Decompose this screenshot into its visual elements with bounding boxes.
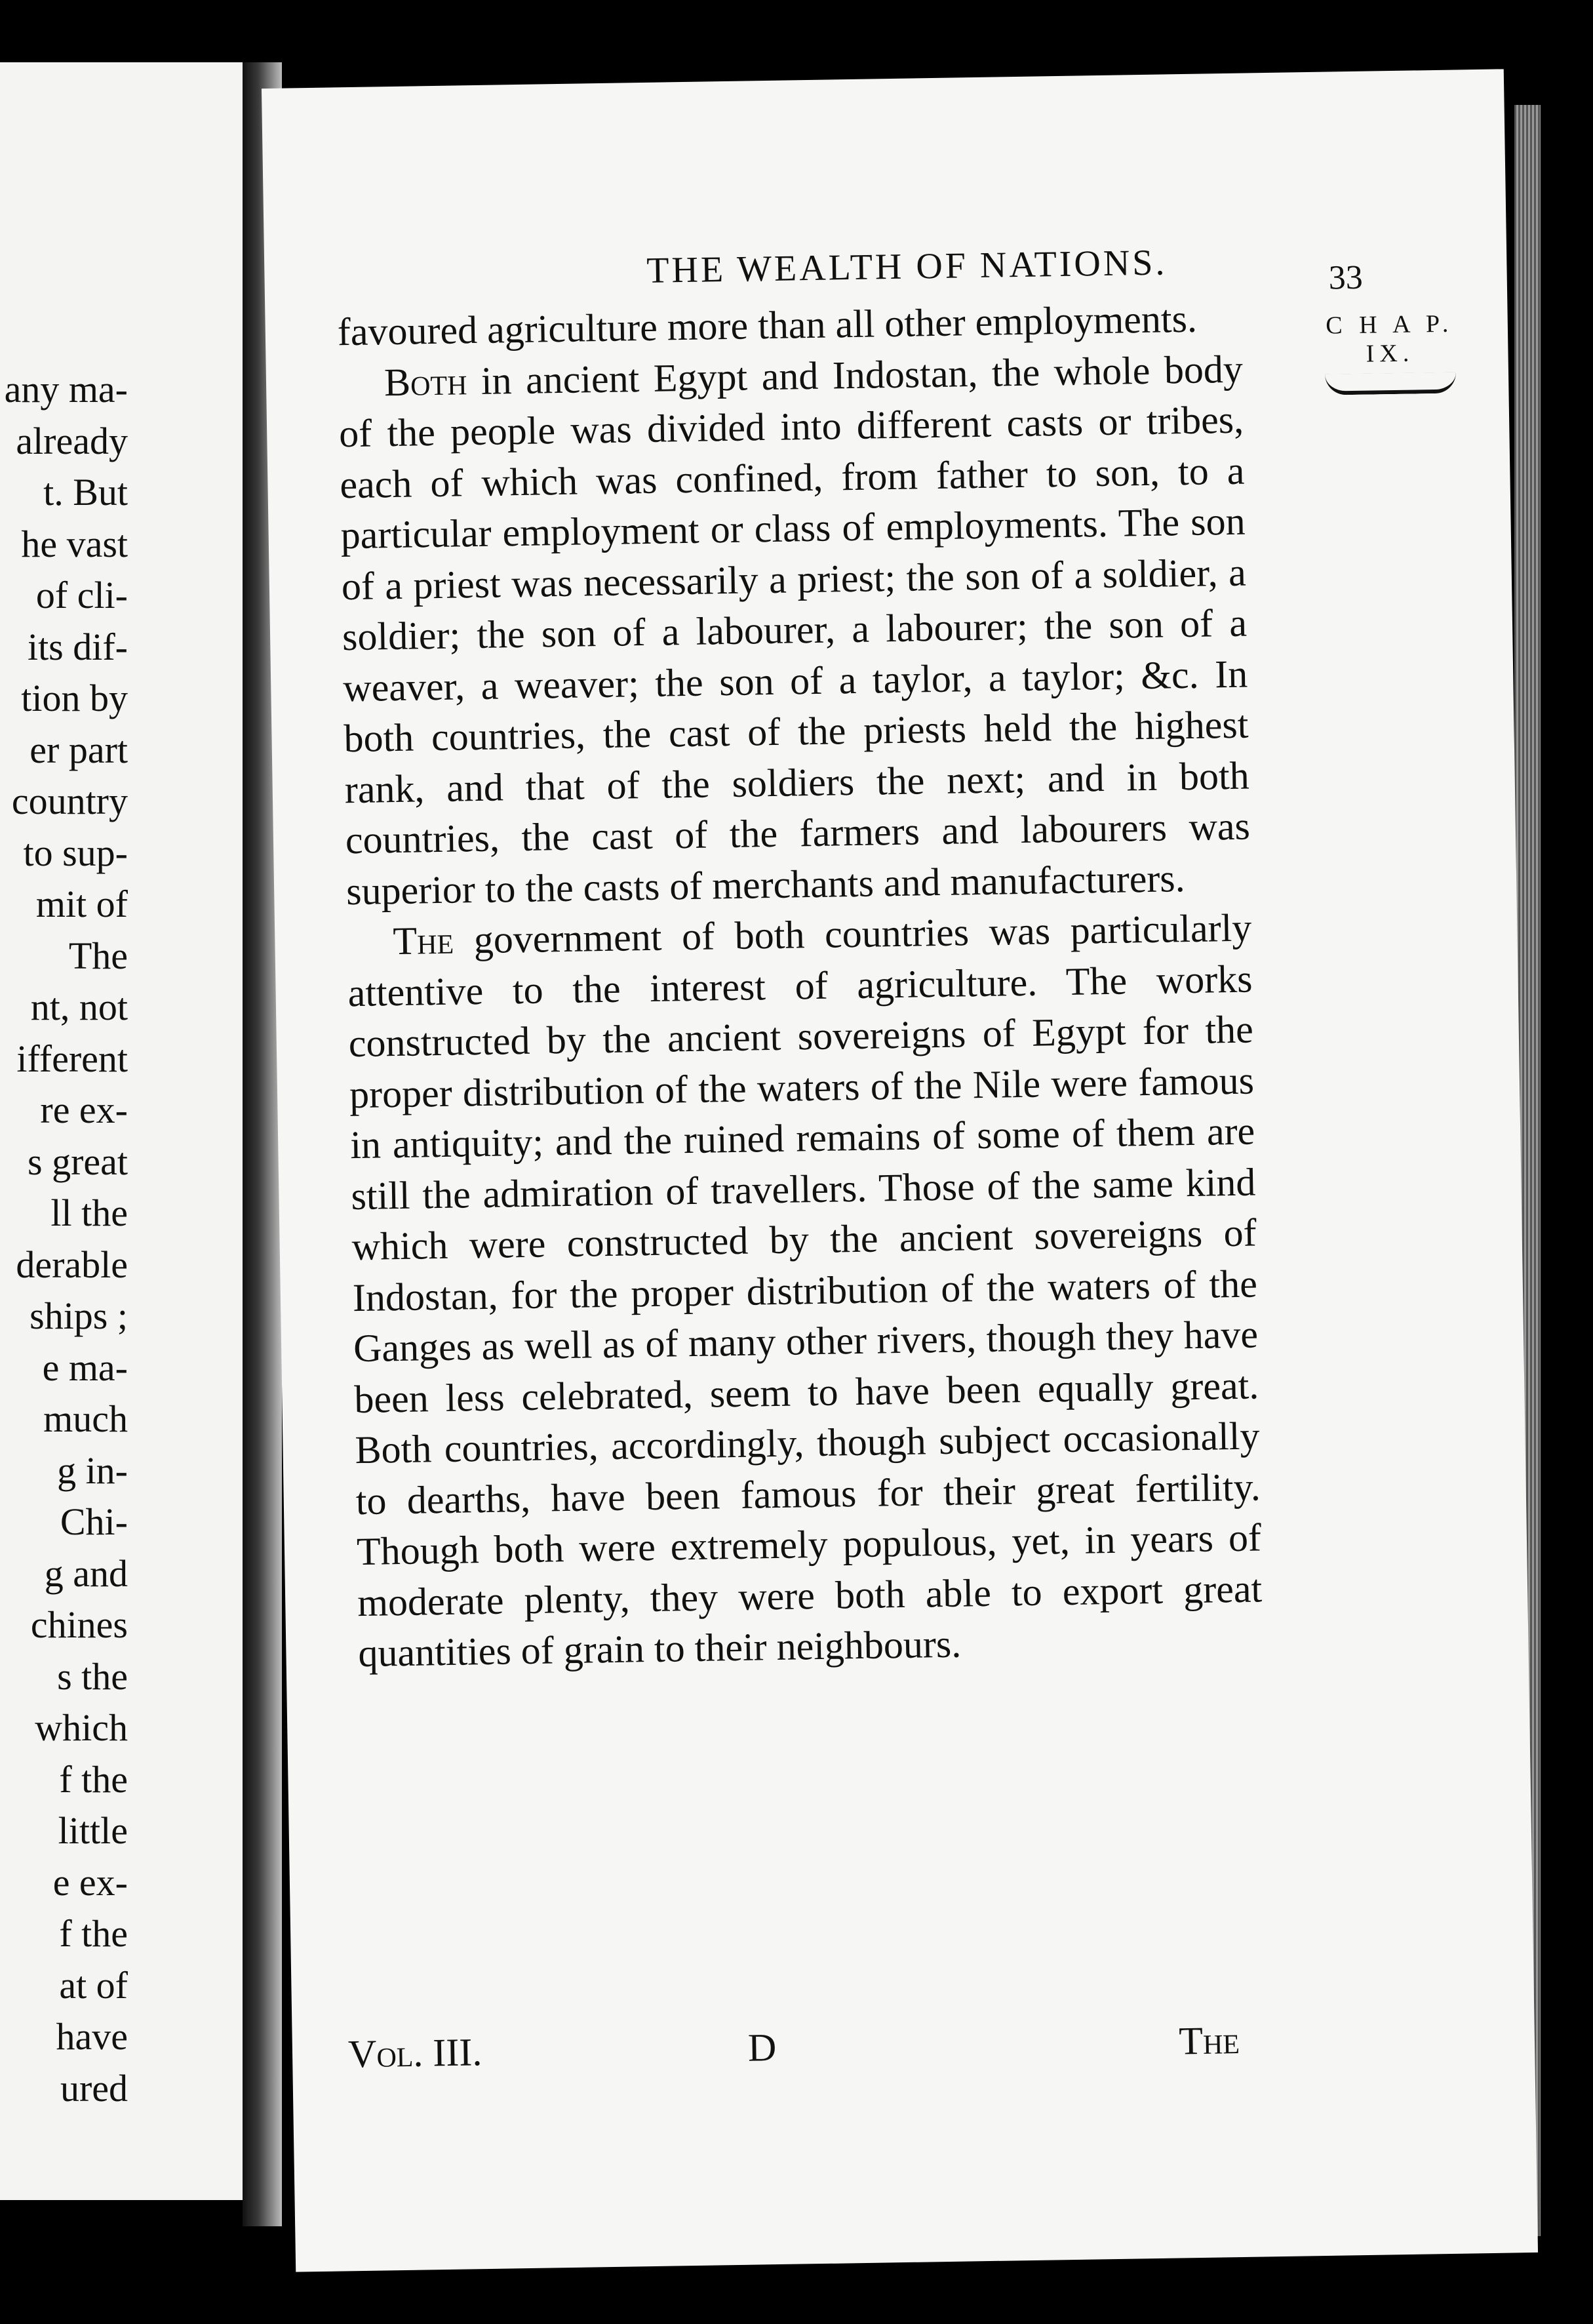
left-line: ured [60,2066,128,2110]
paragraph-2 [338,344,1251,917]
volume-label: Vol. III. [347,2030,482,2076]
left-line: which [35,1706,128,1749]
paragraph-3 [347,903,1263,1679]
left-line: f the [59,1757,128,1801]
left-line: ll the [50,1192,128,1234]
page-number: 33 [1328,258,1364,297]
left-page [0,62,246,2200]
left-line: derable [16,1243,128,1286]
left-line: tion by [21,677,128,719]
left-line: much [43,1397,128,1440]
left-line: g and [44,1552,128,1595]
body-text [337,293,1263,1679]
left-line: e ex- [52,1860,128,1904]
left-line: little [58,1809,128,1852]
left-line: mit of [35,883,128,925]
left-line: e ma- [42,1346,128,1389]
left-line: ifferent [16,1037,128,1080]
left-line: re ex- [40,1089,128,1131]
left-page-text [0,364,128,2114]
left-line: of cli- [35,574,128,616]
chapter-number: IX. [1366,339,1415,368]
paragraph-3-body: government of both countries was particularly attentive to the interest of agriculture. The works constructed by the ancient sovereigns of Egypt for the proper distribution of the waters of the Nile were famous in antiquity; and the ruined remains of some of them are still the admiration of travellers. Those of the same kind which were constructed by the ancient sovereigns of Indostan, for the proper distribution of the waters of the Ganges as well as of many other rivers, though they have been less celebrated, seem to have been equally great. Both countries, accordingly, though subject occasionally to dearths, have been famous for their great fertility. Though both were extremely populous, yet, in years of moderate plenty, they were both able to export great quantities of grain to their neighbours. [347,906,1263,1675]
left-line: s the [57,1654,128,1698]
catchword: The [1178,2018,1240,2063]
left-line: nt, not [30,986,128,1028]
left-line: ships ; [30,1294,128,1337]
right-page [262,69,1538,2272]
left-line: any ma- [4,368,128,411]
left-line: Chi- [60,1500,128,1543]
left-line: s great [28,1140,128,1183]
chapter-marginal-note [1311,309,1470,395]
paragraph-3-lead: The [392,918,454,963]
left-line: its dif- [27,625,128,668]
left-line: at of [59,1963,128,2007]
left-line: already [16,419,128,462]
left-line: t. But [43,471,128,513]
left-line: er part [30,728,128,771]
left-line: to sup- [23,831,128,874]
left-line: he vast [21,522,128,565]
paragraph-2-lead: Both [384,359,467,404]
brace-ornament [1325,372,1456,395]
left-line: g in- [57,1449,128,1492]
left-line: The [68,934,128,977]
signature-mark: D [747,2026,777,2070]
left-line: chines [30,1603,128,1646]
paragraph-2-body: in ancient Egypt and Indostan, the whole body of the people was divided into different casts or tribes, each of which was confined, from father to son, to a particular employment or class of employments. The son of a priest was necessarily a priest; the son of a soldier, a soldier; the son of a labourer, a labourer; the son of a weaver, a weaver; the son of a taylor, a taylor; &c. In both countries, the cast of the priests held the highest rank, and that of the soldiers the next; and in both countries, the cast of the farmers and labourers was superior to the casts of merchants and manufacturers. [338,347,1251,913]
running-head: THE WEALTH OF NATIONS. [646,242,1168,291]
left-line: country [11,780,128,822]
left-line: have [56,2015,128,2058]
left-line: f the [59,1912,128,1955]
chapter-label: C H A P. [1326,310,1454,340]
paragraph-1: favoured agriculture more than all other employments. [337,296,1198,354]
page-footer [348,2018,1253,2085]
